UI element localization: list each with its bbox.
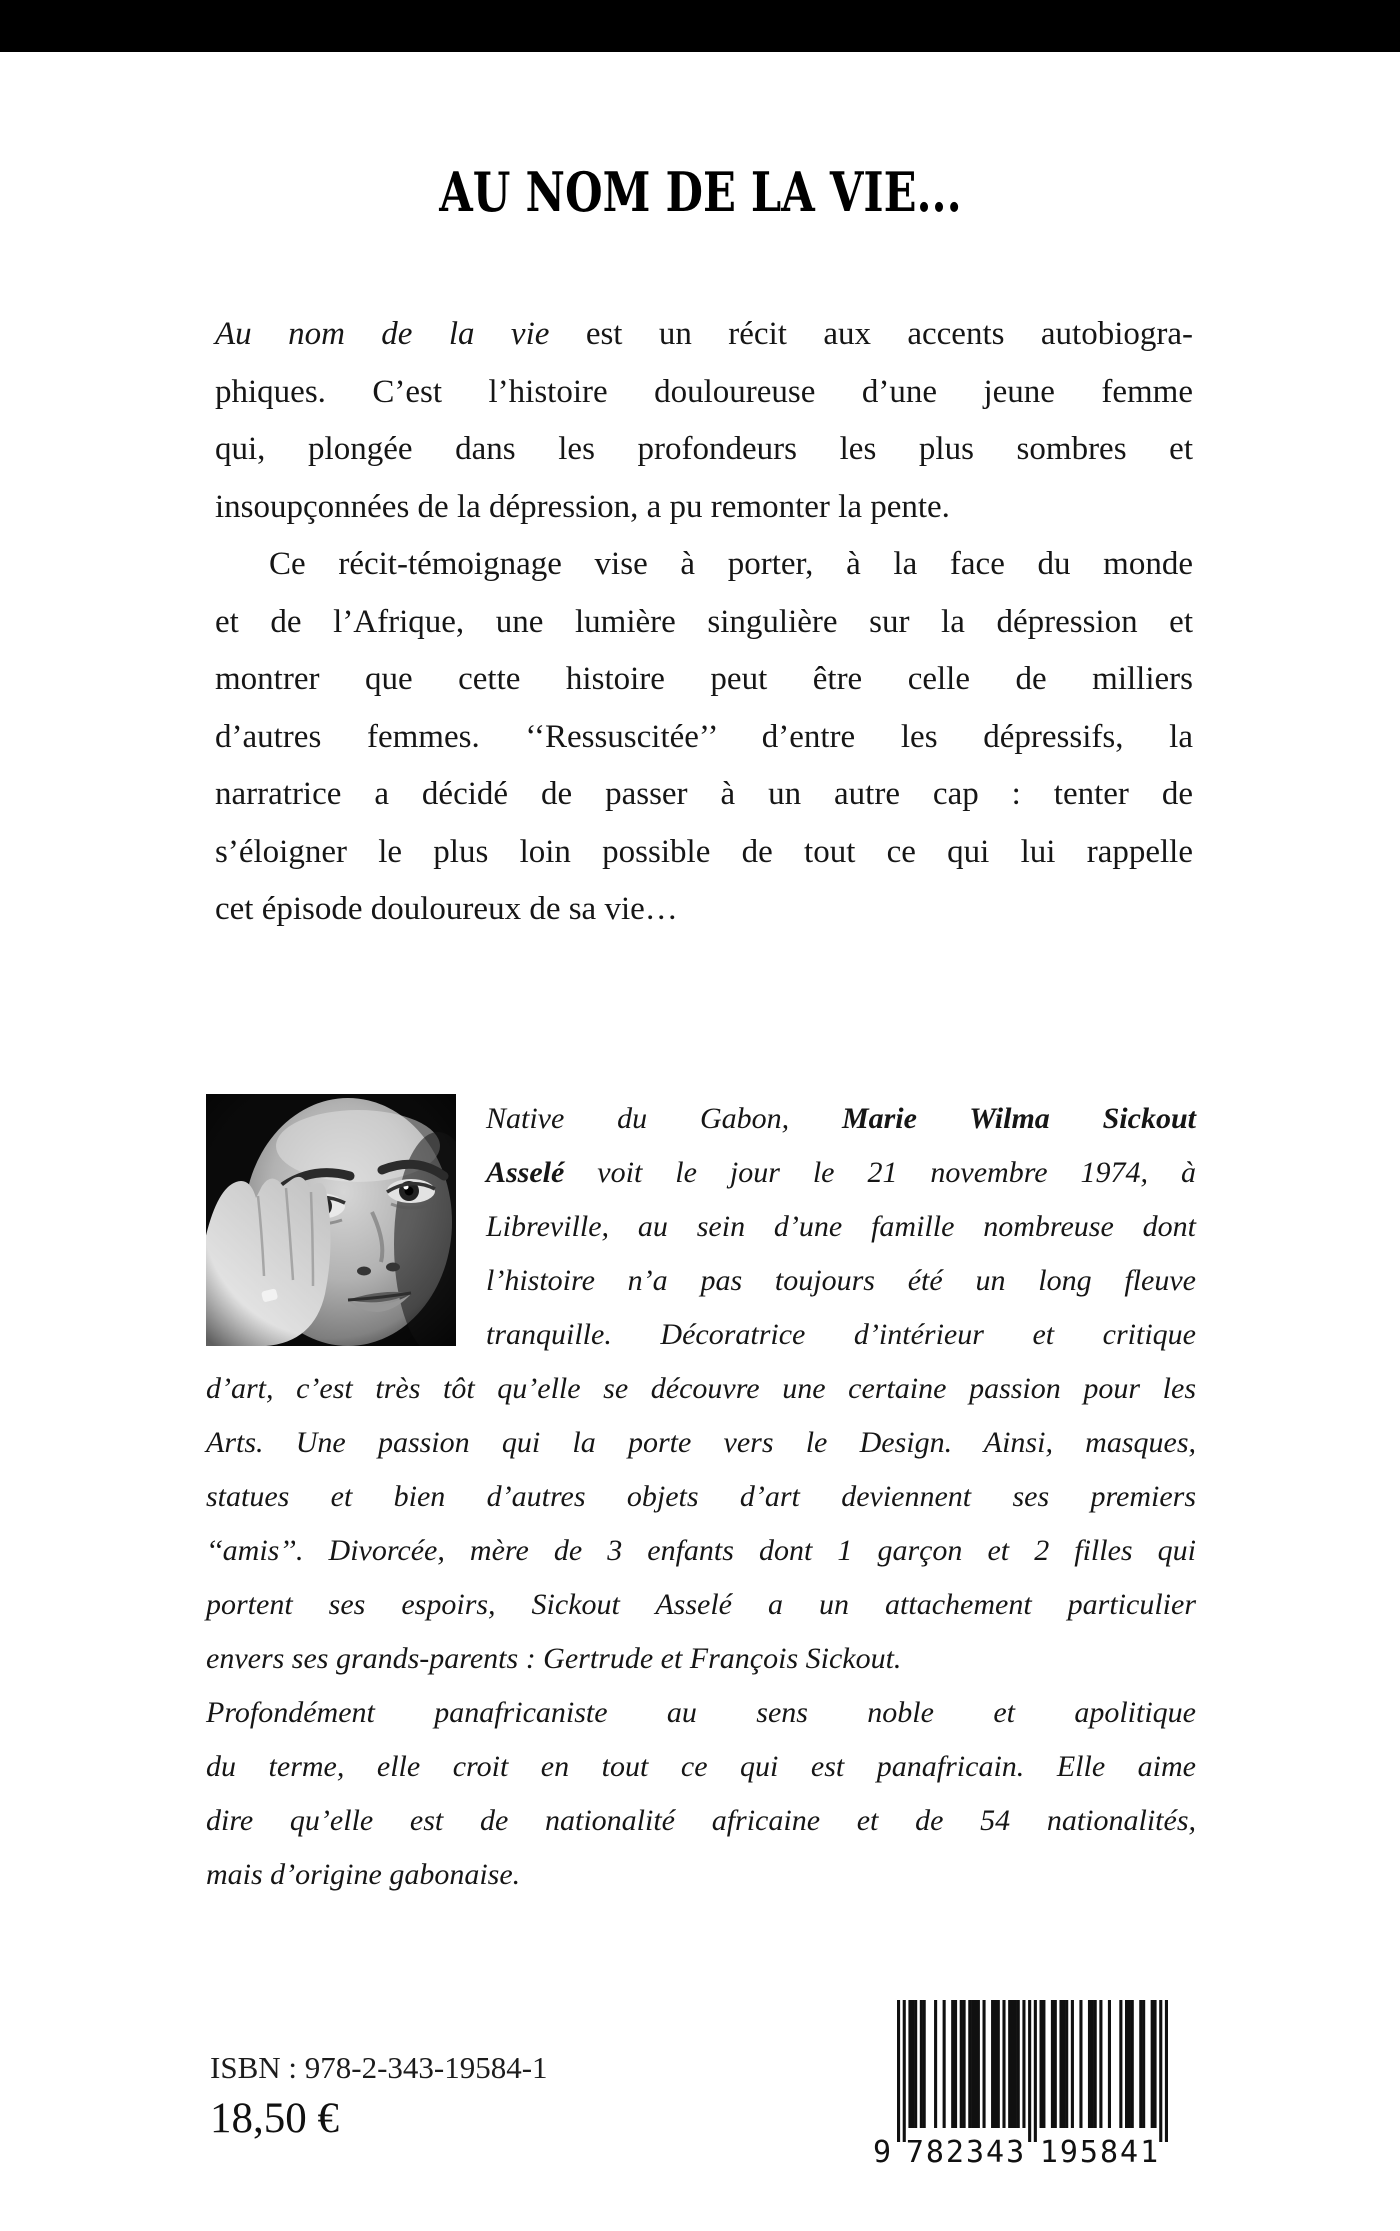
text-line	[206, 1740, 1196, 1794]
price-text: 18,50 €	[210, 2095, 339, 2142]
text-segment: Asselé	[486, 1156, 565, 1189]
text-line	[206, 1794, 1196, 1848]
text-line	[215, 306, 1193, 364]
text-segment: est un récit aux accents autobiogra-	[549, 316, 1193, 352]
text-segment: l’histoire n’a pas toujours été un long fleuve	[486, 1264, 1196, 1297]
text-segment: ‘‘amis’’. Divorcée, mère de 3 enfants dont 1 garçon et 2 filles qui	[206, 1534, 1196, 1567]
synopsis	[215, 306, 1193, 939]
text-line	[206, 1470, 1196, 1524]
text-segment: montrer que cette histoire peut être celle de milliers	[215, 661, 1193, 697]
text-segment: Profondément panafricaniste au sens noble et apolitique	[206, 1696, 1196, 1729]
text-line	[215, 881, 1193, 939]
text-segment: Arts. Une passion qui la porte vers le Design. Ainsi, masques,	[206, 1426, 1196, 1459]
text-segment: Marie Wilma Sickout	[841, 1102, 1196, 1135]
text-segment: du terme, elle croit en tout ce qui est panafricain. Elle aime	[206, 1750, 1196, 1783]
text-segment: Native du Gabon,	[486, 1102, 842, 1135]
text-segment: phiques. C’est l’histoire douloureuse d’une jeune femme	[215, 373, 1193, 410]
text-segment: cet épisode douloureux de sa vie…	[215, 891, 678, 927]
isbn-text: ISBN : 978-2-343-19584-1	[210, 2050, 548, 2085]
text-segment: voit le jour le 21 novembre 1974, à	[564, 1156, 1196, 1189]
barcode-digit-group-left: 782343	[905, 2135, 1027, 2170]
text-segment: d’art, c’est très tôt qu’elle se découvre une certaine passion pour les	[206, 1372, 1196, 1405]
text-segment: envers ses grands-parents : Gertrude et François Sickout.	[206, 1642, 902, 1675]
text-segment: s’éloigner le plus loin possible de tout ce qui lui rappelle	[215, 833, 1193, 870]
text-segment: d’autres femmes. ‘‘Ressuscitée’’ d’entre les dépressifs, la	[215, 718, 1193, 755]
text-segment: insoupçonnées de la dépression, a pu remonter la pente.	[215, 488, 950, 525]
text-segment: tranquille. Décoratrice d’intérieur et critique	[486, 1318, 1196, 1351]
text-segment: portent ses espoirs, Sickout Asselé a un attachement particulier	[206, 1588, 1196, 1621]
text-segment: qui, plongée dans les profondeurs les plus sombres et	[215, 431, 1193, 467]
text-line	[215, 479, 1193, 537]
text-segment: statues et bien d’autres objets d’art deviennent ses premiers	[206, 1480, 1196, 1513]
book-title	[0, 160, 1400, 224]
text-line	[215, 536, 1193, 594]
text-line	[206, 1416, 1196, 1470]
book-title-text: AU NOM DE LA VIE...	[438, 160, 962, 224]
text-segment: mais d’origine gabonaise.	[206, 1858, 521, 1891]
barcode-graphic	[871, 2000, 1176, 2170]
text-line	[206, 1524, 1196, 1578]
text-line	[206, 1686, 1196, 1740]
text-line	[206, 1632, 1196, 1686]
top-black-bar	[0, 0, 1400, 52]
barcode-digit-group-right: 195841	[1039, 2135, 1161, 2170]
author-bio	[206, 1092, 1196, 1902]
text-line	[215, 709, 1193, 767]
text-segment: narratrice a décidé de passer à un autre cap : tenter de	[215, 776, 1193, 812]
text-line	[206, 1848, 1196, 1902]
text-line	[215, 421, 1193, 479]
text-line	[206, 1362, 1196, 1416]
text-segment: et de l’Afrique, une lumière singulière sur la dépression et	[215, 603, 1193, 640]
text-line	[215, 594, 1193, 652]
text-line	[215, 824, 1193, 882]
barcode-bars	[897, 2000, 1168, 2142]
text-segment: Au nom de la vie	[215, 316, 550, 352]
text-line	[215, 651, 1193, 709]
text-line	[215, 766, 1193, 824]
barcode-digit-first: 9	[872, 2135, 894, 2170]
text-line	[206, 1578, 1196, 1632]
text-segment: Ce récit-témoignage vise à porter, à la face du monde	[269, 546, 1193, 582]
text-segment: Libreville, au sein d’une famille nombreuse dont	[486, 1210, 1196, 1243]
author-photo	[206, 1094, 456, 1346]
barcode	[871, 2000, 1176, 2170]
text-segment: dire qu’elle est de nationalité africaine et de 54 nationalités,	[206, 1804, 1196, 1837]
text-line	[215, 364, 1193, 422]
